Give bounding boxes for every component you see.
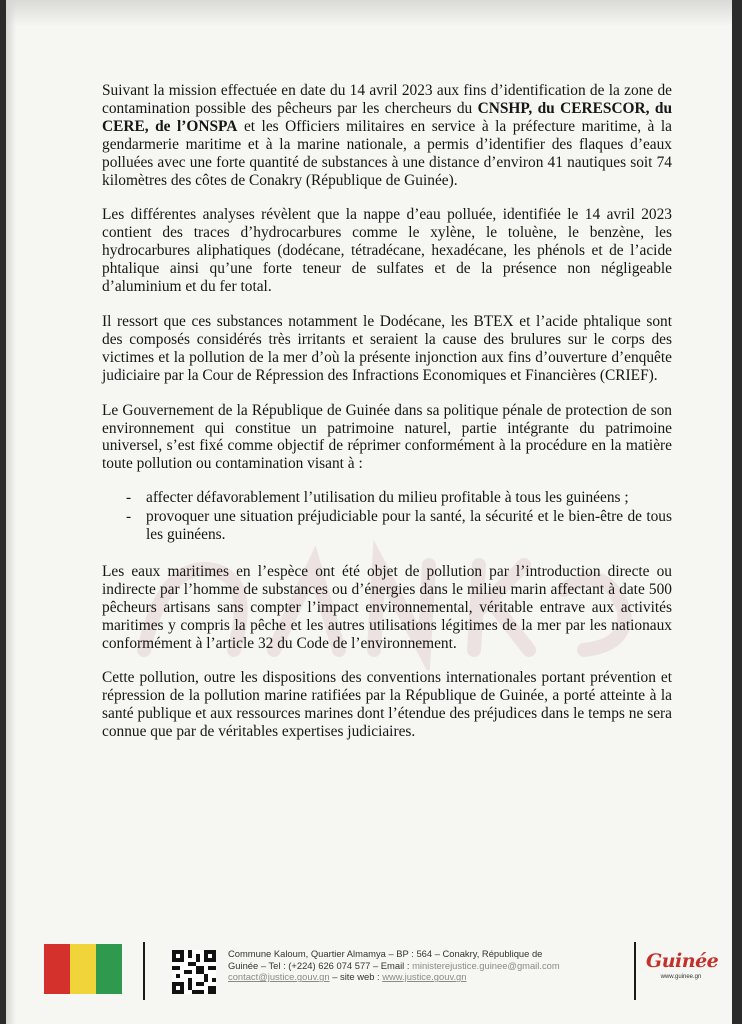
footer-divider-left bbox=[143, 942, 145, 1000]
guinee-logo-text: Guinée bbox=[646, 950, 719, 972]
guinee-logo bbox=[646, 950, 719, 980]
paragraph-pollution: Cette pollution, outre les dispositions des conventions internationales portant prévention et répression de la pollution marine ratifiées par la République de Guinée, a porté atteinte à la santé publique et aux ressources marines dont l’étendue des préjudices dans le temps ne sera connue que par de véritables expertises judiciaires. bbox=[102, 669, 672, 741]
bullet-list bbox=[102, 489, 672, 544]
footer-contact-email-link[interactable]: contact@justice.gouv.gn bbox=[228, 971, 330, 983]
flag-band-yellow bbox=[70, 944, 96, 994]
footer-web-line bbox=[228, 971, 616, 983]
paragraph-mission-end: et les Officiers militaires en service à la préfecture maritime, à la gendarmerie maritime et à la marine nationale, a permis d’identifier des flaques d’eaux polluées avec une forte quantité de substances à une distance d’environ 41 nautiques soit 74 kilomètres des côtes de Conakry (République de Guinée). bbox=[102, 117, 672, 189]
list-item bbox=[102, 508, 672, 544]
footer-address bbox=[228, 948, 616, 983]
footer-email-link[interactable]: ministerejustice.guinee@gmail.com bbox=[412, 959, 560, 971]
paragraph-mission-institutions: CNSHP, du CERESCOR, du CERE, de l’ONSPA bbox=[102, 99, 672, 135]
paragraph-eaux-maritimes: Les eaux maritimes en l’espèce ont été objet de pollution par l’introduction directe ou indirecte par l’homme de substances ou d’énergies dans le milieu marin affectant à date 500 pêcheurs artisans sans compter l’impact environnemental, véritable entrave aux activités maritimes y compris la pêche et les autres utilisations légitimes de la mer par les nationaux conformément à l’article 32 du Code de l’environnement. bbox=[102, 562, 672, 652]
footer-phone: Guinée – Tel : (+224) 626 074 577 – Email : bbox=[228, 959, 413, 971]
bullet-dash: - bbox=[126, 489, 132, 507]
footer-website-link[interactable]: www.justice.gouv.gn bbox=[382, 971, 467, 983]
bullet-text: affecter défavorablement l’utilisation du milieu profitable à tous les guinéens ; bbox=[146, 489, 629, 507]
document-page bbox=[6, 0, 732, 1024]
guinea-flag-icon bbox=[44, 944, 122, 994]
paragraph-analyses: Les différentes analyses révèlent que la nappe d’eau polluée, identifiée le 14 avril 2023 contient des traces d’hydrocarbures comme le xylène, le toluène, le benzène, les hydrocarbures aliphatiques (dodécane, tétradécane, hexadécane, les phénols et de l’acide phtalique ainsi qu’une forte teneur de sulfates et de la présence non négligeable d’aluminium et du fer total. bbox=[102, 206, 672, 296]
page-shadow-top bbox=[6, 0, 732, 26]
paragraph-mission-start: Suivant la mission effectuée en date du 14 avril 2023 aux fins d’identification de la zone de contamination possible des pêcheurs par les chercheurs du bbox=[102, 82, 672, 117]
footer-address-line: Commune Kaloum, Quartier Almamya – BP : 564 – Conakry, République de bbox=[228, 948, 543, 959]
page-footer bbox=[6, 936, 732, 1006]
document-body bbox=[102, 82, 672, 758]
flag-band-red bbox=[44, 944, 70, 994]
list-item bbox=[102, 489, 672, 507]
paragraph-gouvernement: Le Gouvernement de la République de Guinée dans sa politique pénale de protection de son environnement qui constitue un patrimoine naturel, partie intégrante du patrimoine universel, s’est fixé comme objectif de réprimer conformément à la procédure en la matière toute pollution ou contamination visant à : bbox=[102, 401, 672, 473]
paragraph-substances: Il ressort que ces substances notamment le Dodécane, les BTEX et l’acide phtalique sont des composés considérés très irritants et seraient la cause des brulures sur le corps des victimes et la pollution de la mer d’où la présente injonction aux fins d’ouverture d’enquête judiciaire par la Cour de Répression des Infractions Economiques et Financières (CRIEF). bbox=[102, 312, 672, 384]
qr-code-icon bbox=[172, 950, 216, 994]
guinee-logo-site: www.guinee.gn bbox=[660, 974, 702, 980]
footer-divider-right bbox=[634, 942, 636, 1000]
bullet-dash: - bbox=[126, 508, 132, 526]
bullet-text: provoquer une situation préjudiciable pour la santé, la sécurité et le bien-être de tous les guinéens. bbox=[146, 508, 672, 544]
page-shadow-left bbox=[6, 0, 16, 1024]
footer-site-label: – site web : bbox=[329, 971, 383, 983]
flag-band-green bbox=[96, 944, 122, 994]
footer-contact-line bbox=[228, 960, 616, 972]
paragraph-mission bbox=[102, 82, 672, 189]
